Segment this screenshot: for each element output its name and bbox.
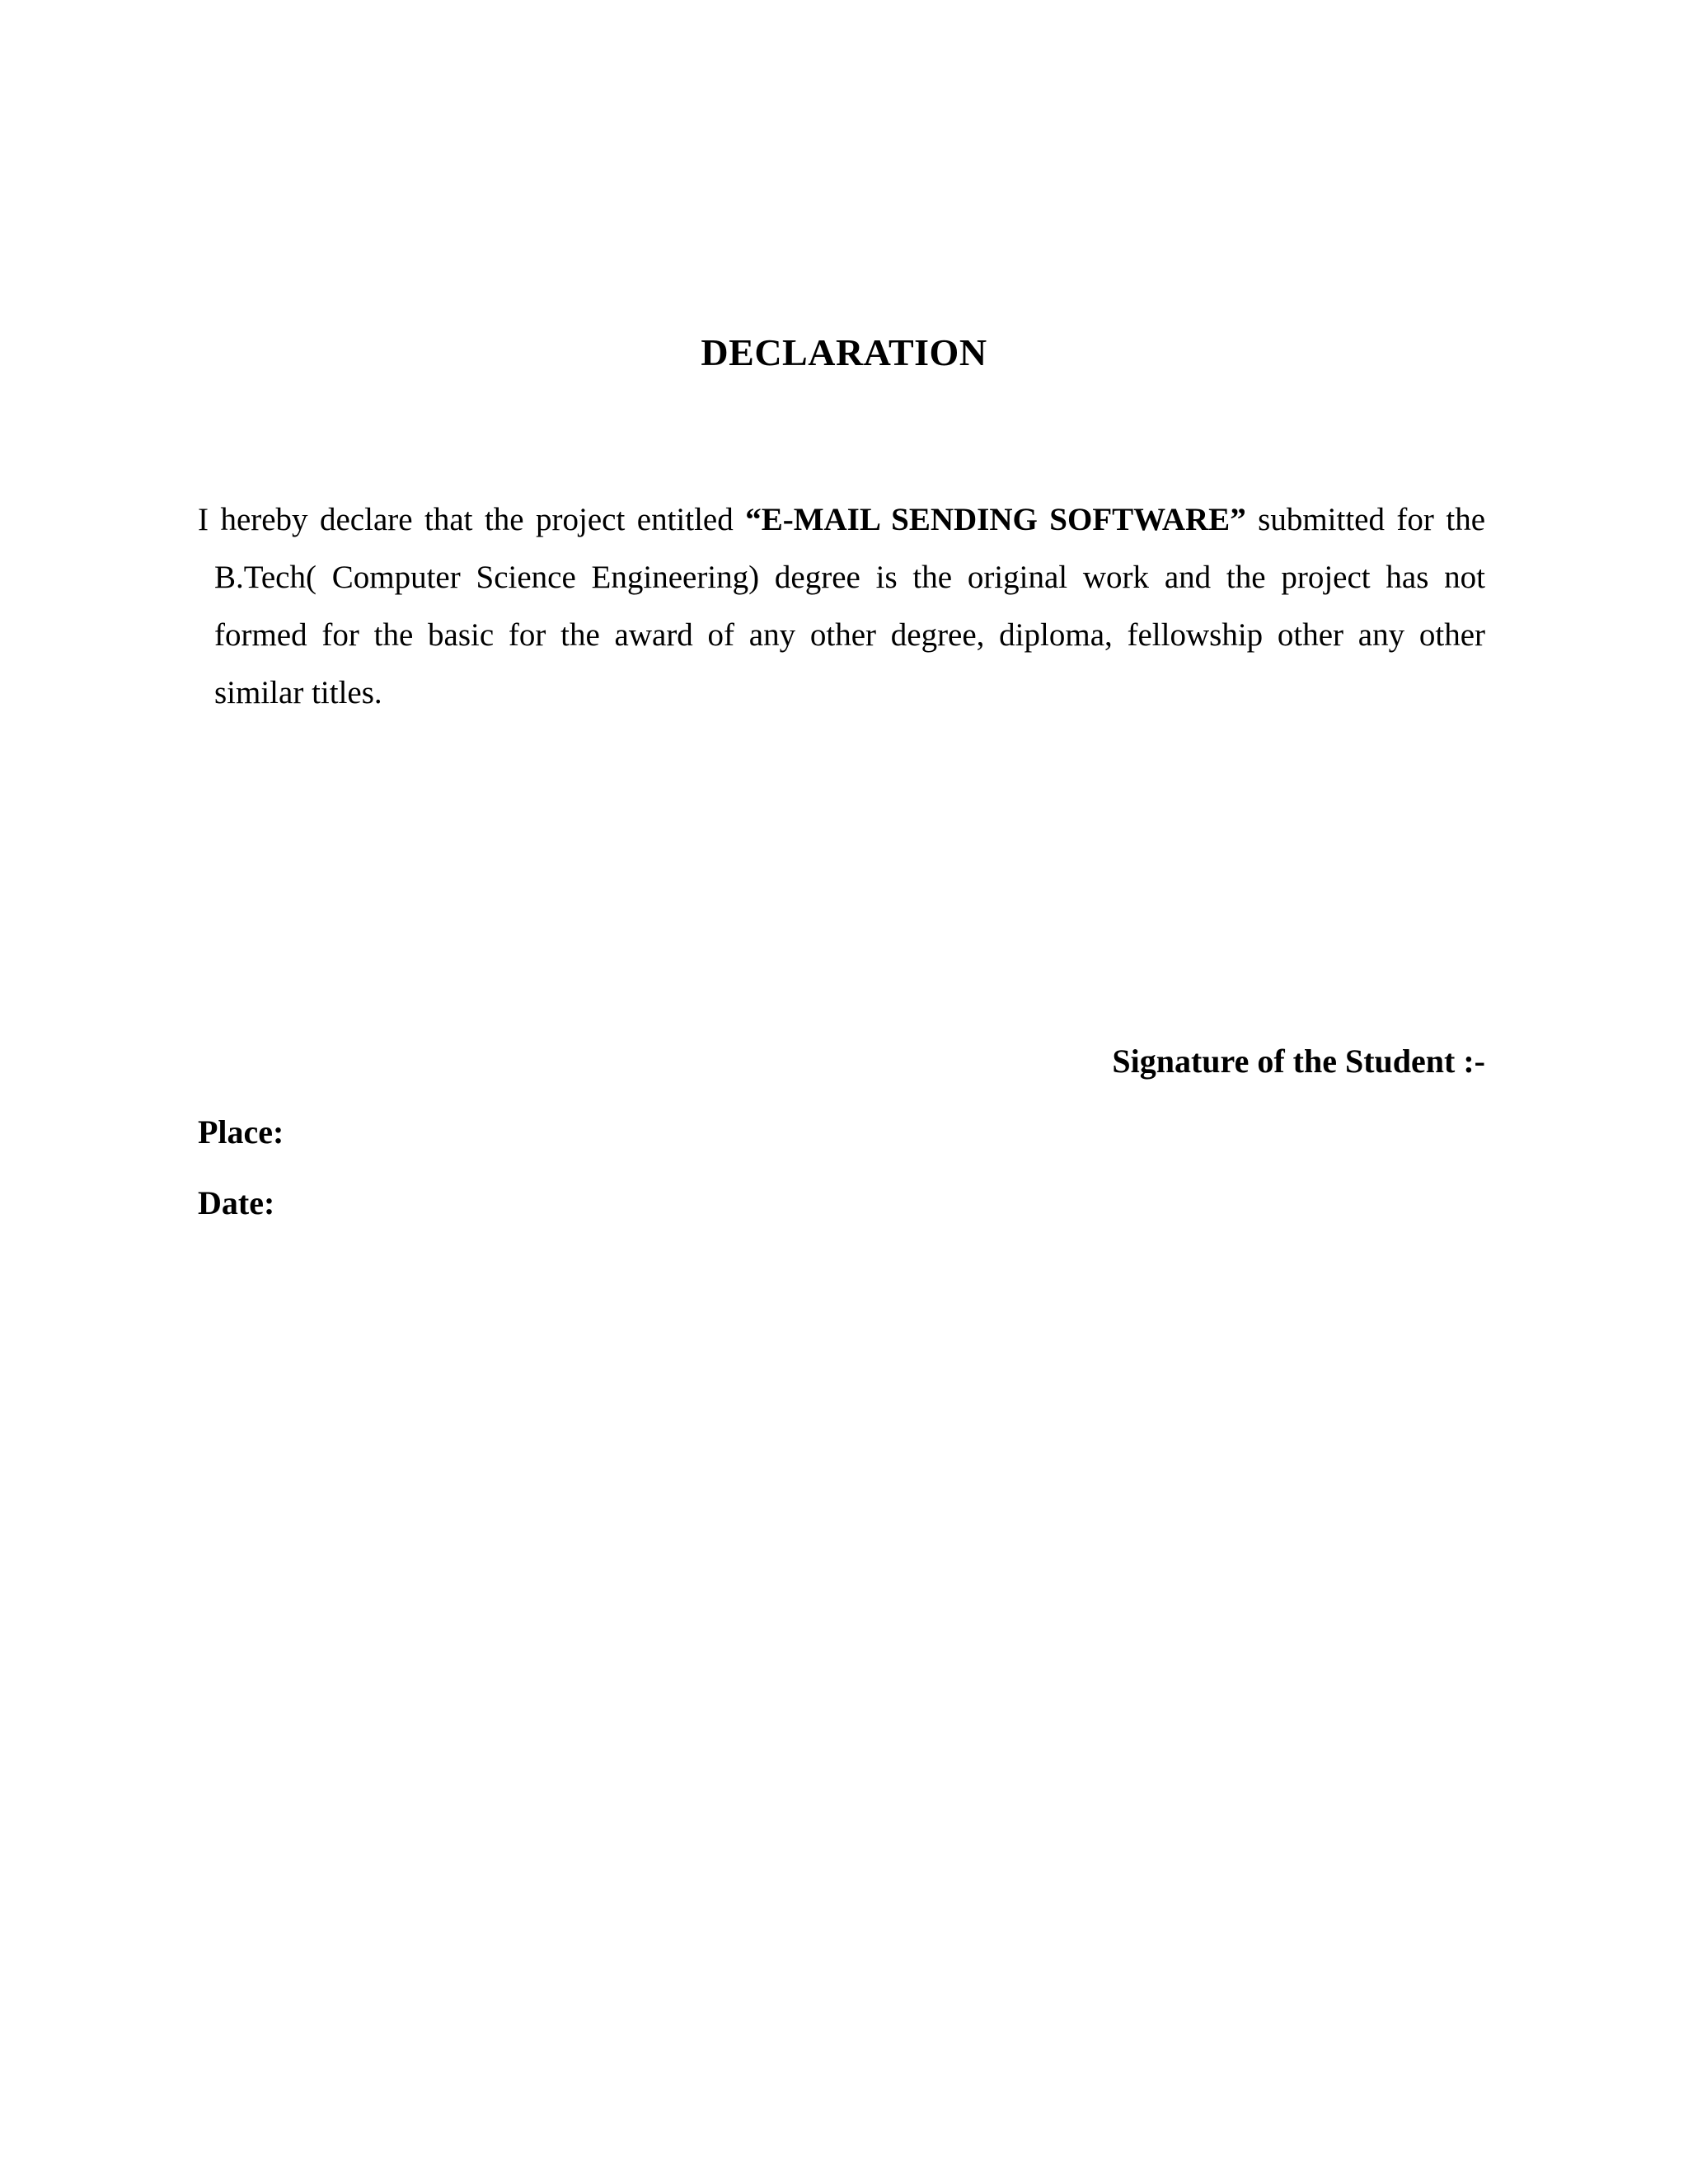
date-label: Date: (198, 1184, 275, 1221)
page-title: DECLARATION (701, 331, 987, 373)
project-name: “E-MAIL SENDING SOFTWARE” (745, 502, 1246, 537)
declaration-paragraph (198, 491, 1485, 722)
paragraph-line-1 (198, 491, 1485, 549)
paragraph-line-4: similar titles. (214, 675, 382, 710)
place-label: Place: (198, 1113, 284, 1151)
paragraph-line-1-suffix: submitted for the (1245, 502, 1486, 537)
paragraph-line-1-prefix: I hereby declare that the project entitled (198, 502, 746, 537)
signature-label: Signature of the Student :- (1112, 1043, 1485, 1080)
paragraph-line-2: B.Tech( Computer Science Engineering) degree is the original work and the project has not (214, 560, 1485, 595)
paragraph-line-3: formed for the basic for the award of any other degree, diploma, fellowship other any other (214, 617, 1485, 653)
